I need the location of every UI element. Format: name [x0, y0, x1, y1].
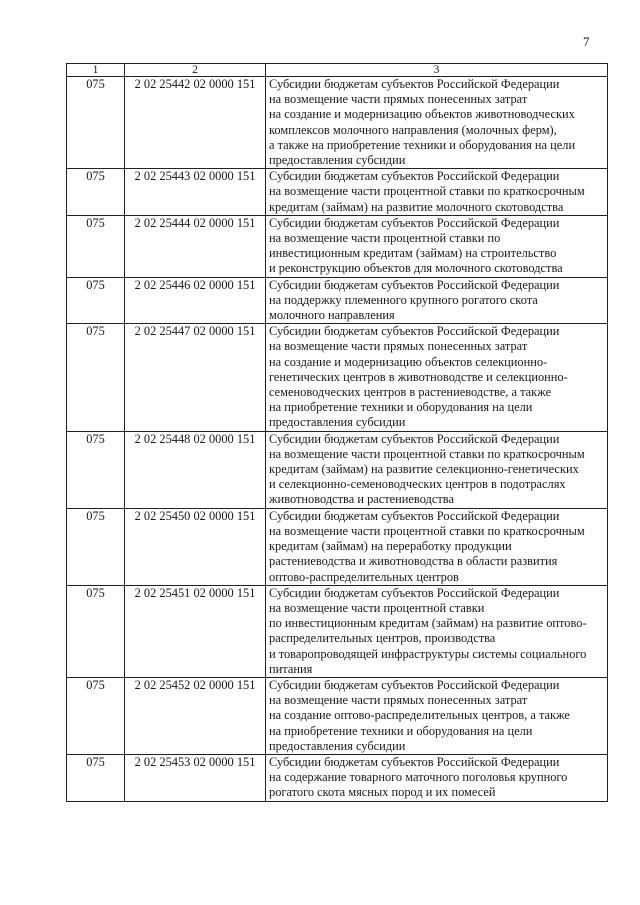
revenue-description-cell	[266, 215, 608, 277]
description-line: растениеводства и животноводства в области развития	[269, 554, 558, 569]
description-line: комплексов молочного направления (молочных ферм),	[269, 122, 557, 137]
description-line: на создание и модернизацию объектов животноводческих	[269, 107, 575, 122]
administrator-code-cell: 075	[67, 508, 125, 585]
revenue-code-cell: 2 02 25448 02 0000 151	[125, 431, 266, 508]
description-line: на создание и модернизацию объектов селекционно-	[269, 354, 548, 369]
description-line: на приобретение техники и оборудования на цели	[269, 723, 533, 738]
revenue-code-cell: 2 02 25446 02 0000 151	[125, 277, 266, 324]
column-header-2: 2	[125, 64, 266, 77]
description-line: предоставления субсидии	[269, 415, 406, 430]
description-line: на возмещение части процентной ставки по	[269, 231, 501, 246]
description-line: на приобретение техники и оборудования на цели	[269, 400, 533, 415]
table-row	[67, 585, 608, 677]
revenue-description-cell	[266, 324, 608, 431]
description-line: кредитам (займам) на переработку продукции	[269, 539, 512, 554]
description-line: распределительных центров, производства	[269, 631, 496, 646]
description-line: на возмещение части процентной ставки	[269, 600, 485, 615]
table-row	[67, 169, 608, 216]
administrator-code-cell: 075	[67, 324, 125, 431]
description-line: животноводства и растениеводства	[269, 492, 454, 507]
description-line: кредитам (займам) на развитие селекционно-генетических	[269, 462, 579, 477]
description-line: Субсидии бюджетам субъектов Российской Федерации	[269, 431, 560, 446]
description-line: на создание оптово-распределительных центров, а также	[269, 708, 570, 723]
revenue-description-cell	[266, 677, 608, 754]
description-line: молочного направления	[269, 308, 395, 323]
administrator-code-cell: 075	[67, 77, 125, 169]
description-line: Субсидии бюджетам субъектов Российской Федерации	[269, 169, 560, 184]
description-line: на возмещение части прямых понесенных затрат	[269, 92, 528, 107]
description-line: Субсидии бюджетам субъектов Российской Федерации	[269, 324, 560, 339]
description-line: на возмещение части процентной ставки по краткосрочным	[269, 446, 585, 461]
description-line: Субсидии бюджетам субъектов Российской Федерации	[269, 277, 560, 292]
revenue-code-cell: 2 02 25451 02 0000 151	[125, 585, 266, 677]
administrator-code-cell: 075	[67, 677, 125, 754]
administrator-code-cell: 075	[67, 169, 125, 216]
description-line: предоставления субсидии	[269, 153, 406, 168]
table-body	[67, 77, 608, 802]
table-row	[67, 508, 608, 585]
revenue-code-cell: 2 02 25443 02 0000 151	[125, 169, 266, 216]
table-row	[67, 277, 608, 324]
table-header-row	[67, 64, 608, 77]
revenue-code-cell: 2 02 25447 02 0000 151	[125, 324, 266, 431]
description-line: инвестиционным кредитам (займам) на строительство	[269, 246, 557, 261]
column-header-3: 3	[266, 64, 608, 77]
revenue-description-cell	[266, 169, 608, 216]
description-line: на возмещение части процентной ставки по краткосрочным	[269, 523, 585, 538]
description-line: и товаропроводящей инфраструктуры системы социального	[269, 646, 587, 661]
description-line: оптово-распределительных центров	[269, 569, 459, 584]
administrator-code-cell: 075	[67, 754, 125, 801]
revenue-description-cell	[266, 77, 608, 169]
description-line: рогатого скота мясных пород и их помесей	[269, 785, 496, 800]
table-row	[67, 215, 608, 277]
description-line: Субсидии бюджетам субъектов Российской Федерации	[269, 677, 560, 692]
description-line: на возмещение части процентной ставки по краткосрочным	[269, 184, 585, 199]
description-line: на содержание товарного маточного поголовья крупного	[269, 770, 568, 785]
revenue-description-cell	[266, 431, 608, 508]
table-row	[67, 754, 608, 801]
revenue-code-cell: 2 02 25452 02 0000 151	[125, 677, 266, 754]
description-line: предоставления субсидии	[269, 738, 406, 753]
budget-classification-table	[66, 63, 608, 802]
description-line: генетических центров в животноводстве и селекционно-	[269, 369, 568, 384]
description-line: семеноводческих центров в растениеводстве, а также	[269, 385, 552, 400]
table-row	[67, 677, 608, 754]
description-line: по инвестиционным кредитам (займам) на развитие оптово-	[269, 616, 587, 631]
description-line: а также на приобретение техники и оборудования на цели	[269, 137, 576, 152]
description-line: Субсидии бюджетам субъектов Российской Федерации	[269, 77, 560, 91]
description-line: на возмещение части прямых понесенных затрат	[269, 693, 528, 708]
administrator-code-cell: 075	[67, 431, 125, 508]
description-line: кредитам (займам) на развитие молочного скотоводства	[269, 199, 564, 214]
description-line: на возмещение части прямых понесенных затрат	[269, 339, 528, 354]
administrator-code-cell: 075	[67, 585, 125, 677]
administrator-code-cell: 075	[67, 277, 125, 324]
description-line: Субсидии бюджетам субъектов Российской Федерации	[269, 215, 560, 230]
description-line: Субсидии бюджетам субъектов Российской Федерации	[269, 585, 560, 600]
revenue-description-cell	[266, 508, 608, 585]
table-row	[67, 324, 608, 431]
page-number: 7	[583, 34, 590, 49]
revenue-code-cell: 2 02 25450 02 0000 151	[125, 508, 266, 585]
description-line: и реконструкцию объектов для молочного скотоводства	[269, 261, 563, 276]
description-line: Субсидии бюджетам субъектов Российской Федерации	[269, 508, 560, 523]
description-line: и селекционно-семеноводческих центров в подотраслях	[269, 477, 566, 492]
description-line: питания	[269, 661, 313, 676]
revenue-description-cell	[266, 585, 608, 677]
table-row	[67, 431, 608, 508]
administrator-code-cell: 075	[67, 215, 125, 277]
revenue-description-cell	[266, 277, 608, 324]
column-header-1: 1	[67, 64, 125, 77]
table-row	[67, 77, 608, 169]
description-line: Субсидии бюджетам субъектов Российской Федерации	[269, 754, 560, 769]
revenue-code-cell: 2 02 25442 02 0000 151	[125, 77, 266, 169]
description-line: на поддержку племенного крупного рогатого скота	[269, 292, 538, 307]
revenue-code-cell: 2 02 25444 02 0000 151	[125, 215, 266, 277]
revenue-code-cell: 2 02 25453 02 0000 151	[125, 754, 266, 801]
revenue-description-cell	[266, 754, 608, 801]
